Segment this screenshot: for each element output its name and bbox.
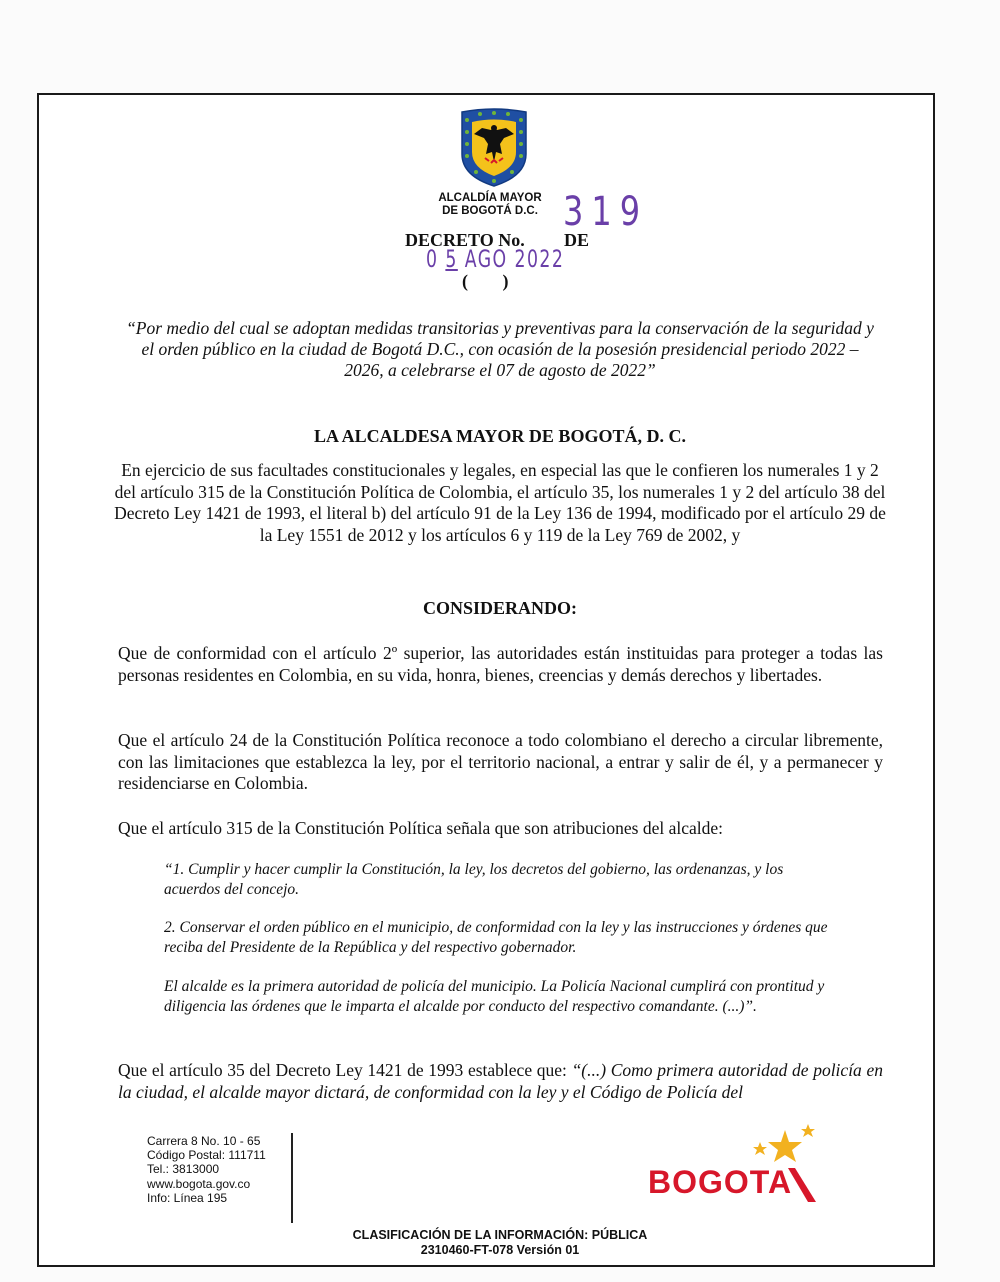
considerando-paragraph-4	[118, 1060, 883, 1103]
bogota-logo	[648, 1120, 828, 1210]
paragraph-4-quote: “(...) Como primera autoridad de policía en la ciudad, el alcalde mayor dictará, de conformidad con la ley y el Código de Policía del	[118, 1060, 883, 1102]
authority-heading: LA ALCALDESA MAYOR DE BOGOTÁ, D. C.	[314, 426, 686, 446]
footer-divider	[291, 1133, 293, 1223]
date-stamp	[426, 246, 564, 272]
paragraph-4-text: Que el artículo 35 del Decreto Ley 1421 de 1993 establece que:	[118, 1060, 572, 1080]
decree-subtitle: “Por medio del cual se adoptan medidas transitorias y preventivas para la conservación de la seguridad y el orden público en la ciudad de Bogotá D.C., con ocasión de la posesión presidencial periodo 2022 – 2026, a celebrarse el 07 de agosto de 2022”	[126, 318, 874, 380]
issuer-line-2: DE BOGOTÁ D.C.	[442, 205, 538, 217]
footer-website: www.bogota.gov.co	[147, 1176, 251, 1191]
quoted-article-item-1: “1. Cumplir y hacer cumplir la Constitución, la ley, los decretos del gobierno, las ordenanzas, y los acuerdos del concejo.	[164, 861, 784, 898]
considerando-paragraph-2: Que el artículo 24 de la Constitución Política reconoce a todo colombiano el derecho a circular libremente, con las limitaciones que establezca la ley, por el territorio nacional, a entrar y salir de él, y a permanecer y residenciarse en Colombia.	[118, 730, 883, 793]
issuer-line-1: ALCALDÍA MAYOR	[438, 192, 542, 204]
decree-date-parens: ( )	[462, 271, 509, 291]
form-code: 2310460-FT-078 Versión 01	[420, 1243, 580, 1257]
preamble-paragraph: En ejercicio de sus facultades constitucionales y legales, en especial las que le confieren los numerales 1 y 2 del artículo 315 de la Constitución Política de Colombia, el artículo 35, los numerales 1 y 2 del artículo 38 del Decreto Ley 1421 de 1993, el literal b) del artículo 91 de la Ley 136 de 1994, modificado por el artículo 29 de la Ley 1551 de 2012 y los artículos 6 y 119 de la Ley 769 de 2002, y	[114, 460, 886, 545]
footer-phone: Tel.: 3813000	[147, 1162, 220, 1177]
date-stamp-day-0: 0	[426, 245, 439, 273]
considerando-paragraph-1: Que de conformidad con el artículo 2º superior, las autoridades están instituidas para proteger a todas las personas residentes en Colombia, en su vida, honra, bienes, creencias y demás derechos y libertades.	[118, 643, 883, 685]
quoted-article-item-2: 2. Conservar el orden público en el municipio, de conformidad con la ley y las instrucciones y órdenes que reciba del Presidente de la República y del respectivo gobernador.	[164, 919, 828, 956]
date-stamp-year: 2022	[514, 245, 565, 273]
footer-address: Carrera 8 No. 10 - 65	[147, 1134, 261, 1148]
bogota-coat-of-arms-icon	[458, 108, 530, 188]
footer-contact-block	[147, 1134, 266, 1205]
decree-label: DECRETO No.	[405, 230, 525, 250]
issuer-name	[420, 192, 560, 218]
date-stamp-month: AGO	[464, 245, 508, 273]
decree-de-label: DE	[564, 230, 590, 250]
considerando-heading: CONSIDERANDO:	[422, 598, 577, 618]
considerando-paragraph-3: Que el artículo 315 de la Constitución Política señala que son atribuciones del alcalde:	[118, 818, 724, 838]
date-stamp-day-5: 5	[445, 245, 458, 273]
document-classification	[300, 1228, 700, 1258]
footer-info-line: Info: Línea 195	[147, 1190, 228, 1205]
decree-number-stamp: 319	[563, 189, 649, 235]
quoted-article-item-3: El alcalde es la primera autoridad de policía del municipio. La Policía Nacional cumplirá con prontitud y diligencia las órdenes que le imparta el alcalde por conducto del respectivo comandante. (...)”.	[164, 978, 825, 1015]
classification-label: CLASIFICACIÓN DE LA INFORMACIÓN: PÚBLICA	[352, 1228, 648, 1242]
footer-postal-code: Código Postal: 111711	[147, 1148, 266, 1163]
bogota-logo-text: BOGOTA	[648, 1164, 793, 1200]
